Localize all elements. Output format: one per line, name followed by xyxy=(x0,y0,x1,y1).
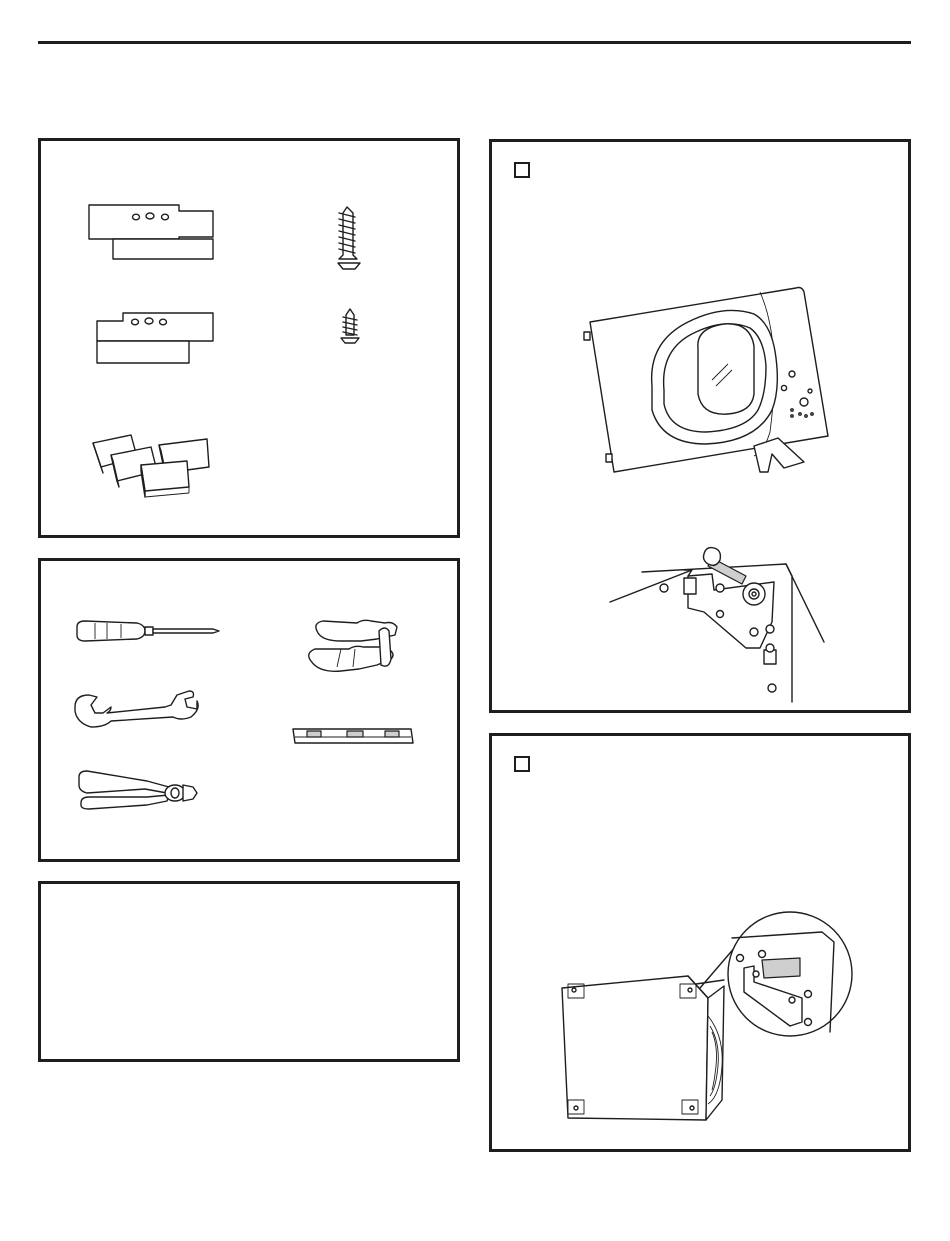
top-horizontal-rule xyxy=(38,41,911,44)
rubber-pads-icon xyxy=(93,435,209,497)
washer-rear-view-icon xyxy=(562,976,724,1120)
short-wood-screw-icon xyxy=(341,309,359,343)
parts-panel xyxy=(38,138,460,538)
long-wood-screw-icon xyxy=(338,207,360,269)
mounting-bracket-right-icon xyxy=(97,313,213,363)
phillips-screwdriver-icon xyxy=(77,621,219,641)
bracket-bolt-closeup-icon xyxy=(610,548,824,702)
tools-panel xyxy=(38,558,460,862)
washer-front-panel-icon xyxy=(584,288,828,473)
pliers-icon xyxy=(79,771,197,809)
note-panel xyxy=(38,881,460,1062)
step-b-panel xyxy=(489,733,911,1152)
work-gloves-icon xyxy=(309,620,397,671)
step-a-panel xyxy=(489,139,911,713)
open-end-wrench-icon xyxy=(75,691,198,727)
mounting-bracket-left-icon xyxy=(89,205,213,259)
bubble-level-icon xyxy=(293,729,413,743)
